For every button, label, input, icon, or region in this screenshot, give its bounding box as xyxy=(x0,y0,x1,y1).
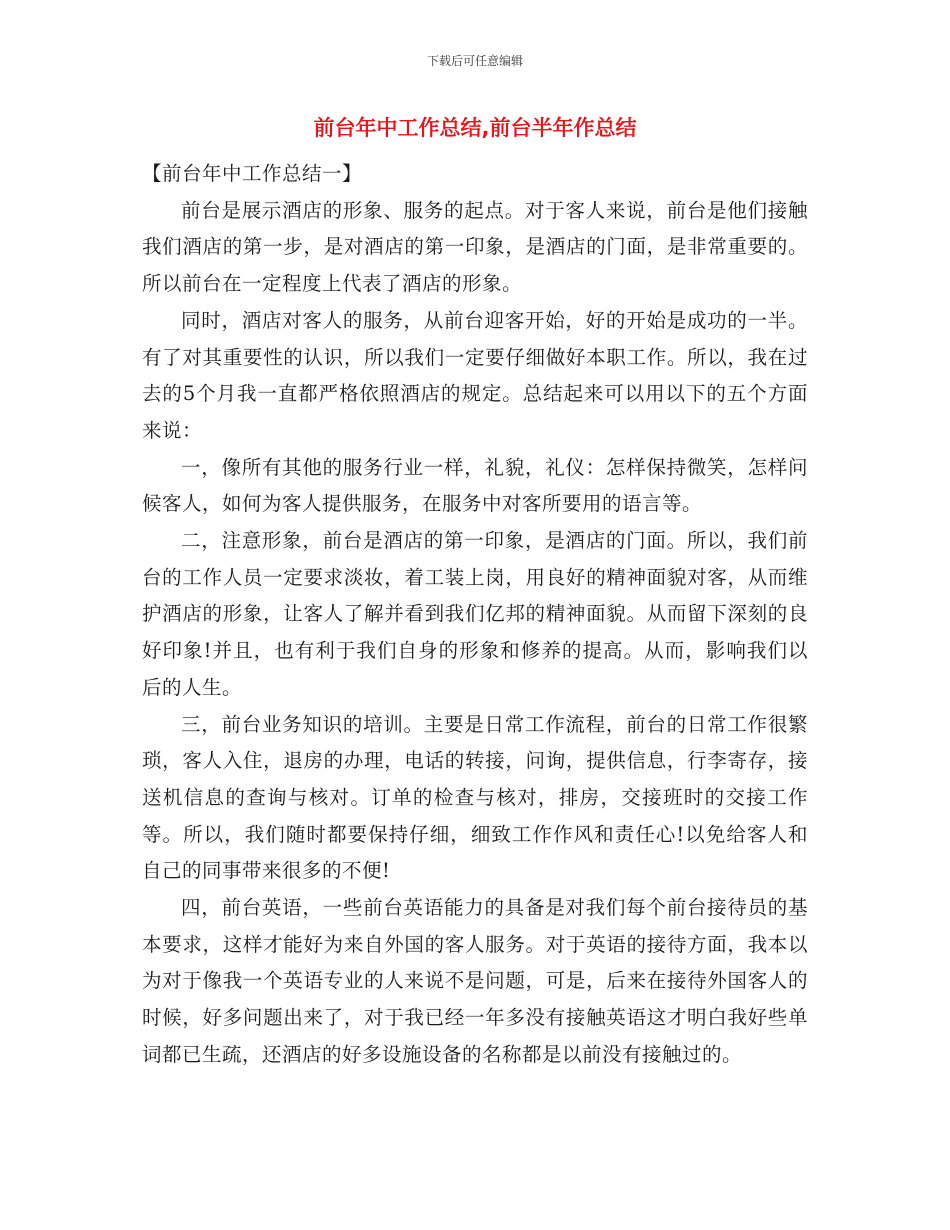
paragraph: 二，注意形象，前台是酒店的第一印象，是酒店的门面。所以，我们前台的工作人员一定要求淡妆，着工装上岗，用良好的精神面貌对客，从而维护酒店的形象，让客人了解并看到我们亿邦的精神面貌。从而留下深刻的良好印象!并且，也有利于我们自身的形象和修养的提高。从而，影响我们以后的人生。 xyxy=(142,529,808,699)
paragraph: 三，前台业务知识的培训。主要是日常工作流程，前台的日常工作很繁琐，客人入住，退房的办理，电话的转接，问询，提供信息，行李寄存，接送机信息的查询与核对。订单的检查与核对，排房，交接班时的交接工作等。所以，我们随时都要保持仔细，细致工作作风和责任心!以免给客人和自己的同事带来很多的不便! xyxy=(142,712,808,883)
paragraph: 同时，酒店对客人的服务，从前台迎客开始，好的开始是成功的一半。有了对其重要性的认识，所以我们一定要仔细做好本职工作。所以，我在过去的5个月我一直都严格依照酒店的规定。总结起来可以用以下的五个方面来说： xyxy=(142,308,808,442)
paragraph: 一，像所有其他的服务行业一样，礼貌，礼仪：怎样保持微笑，怎样问候客人，如何为客人提供服务，在服务中对客所要用的语言等。 xyxy=(142,455,808,516)
document-body xyxy=(142,156,808,1074)
document-title: 前台年中工作总结,前台半年作总结 xyxy=(313,116,637,140)
header-note: 下载后可任意编辑 xyxy=(426,54,523,68)
paragraph: 四，前台英语，一些前台英语能力的具备是对我们每个前台接待员的基本要求，这样才能好为来自外国的客人服务。对于英语的接待方面，我本以为对于像我一个英语专业的人来说不是问题，可是，后来在接待外国客人的时候，好多问题出来了，对于我已经一年多没有接触英语这才明白我好些单词都已生疏，还酒店的好多设施设备的名称都是以前没有接触过的。 xyxy=(142,896,808,1066)
paragraph: 前台是展示酒店的形象、服务的起点。对于客人来说，前台是他们接触我们酒店的第一步，是对酒店的第一印象，是酒店的门面，是非常重要的。所以前台在一定程度上代表了酒店的形象。 xyxy=(142,198,808,296)
section-heading: 【前台年中工作总结一】 xyxy=(142,162,363,185)
